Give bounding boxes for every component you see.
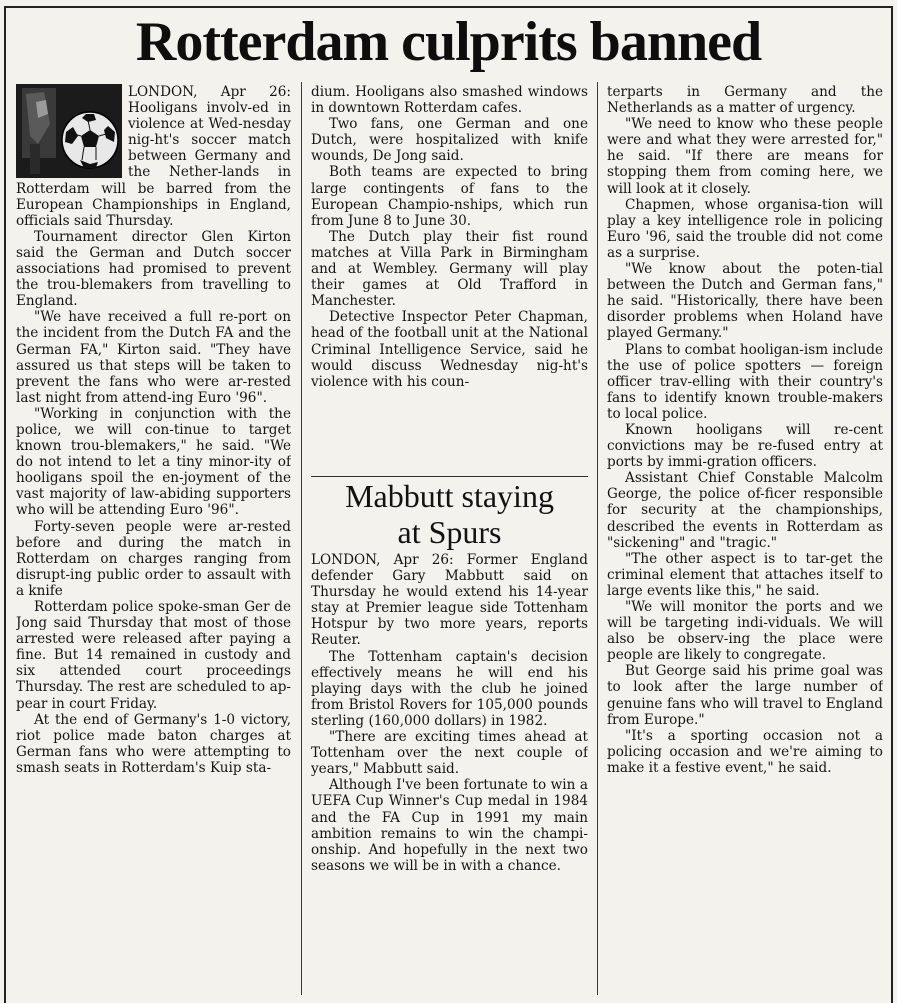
paragraph: "There are exciting times ahead at Tottenham over the next couple of years," Mabbutt said. bbox=[311, 729, 588, 778]
paragraph: Known hooligans will re-cent convictions may be re-fused entry at ports by immi-gration officers. bbox=[607, 421, 883, 471]
paragraph: "We need to know who these people were and what they were arrested for," he said. "If there are means for stopping them from coming here, we will look at it closely. bbox=[607, 116, 883, 197]
column-divider bbox=[597, 82, 598, 995]
paragraph: LONDON, Apr 26: Hooligans involv-ed in violence at Wed-nesday nig-ht's soccer match between Germany and the Nether-lands in Rotterdam will be barred from the European Championships in England, officials said Thursday. bbox=[16, 84, 291, 229]
paragraph: Two fans, one German and one Dutch, were hospitalized with knife wounds, De Jong said. bbox=[311, 116, 588, 165]
article-column-2 bbox=[311, 84, 588, 474]
paragraph: Although I've been fortunate to win a UEFA Cup Winner's Cup medal in 1984 and the FA Cup in 1991 my main ambition remains to win the champi-onship. And hopefully in the next two seasons we will be in with a chance. bbox=[311, 777, 588, 874]
paragraph: Both teams are expected to bring large contingents of fans to the European Champio-nships, which run from June 8 to June 30. bbox=[311, 164, 588, 229]
paragraph: "We know about the poten-tial between the Dutch and German fans," he said. "Historically, there have been disorder problems when Holand have played Germany." bbox=[607, 261, 883, 342]
paragraph: Tournament director Glen Kirton said the German and Dutch soccer associations had promised to prevent the trou-blemakers from travelling to England. bbox=[16, 228, 291, 310]
paragraph: LONDON, Apr 26: Former England defender Gary Mabbutt said on Thursday he would extend his 14-year stay at Premier league side Tottenham Hotspur by two more years, reports Reuter. bbox=[311, 552, 588, 649]
paragraph: "The other aspect is to tar-get the criminal element that attaches itself to large events like this," he said. bbox=[607, 550, 883, 599]
paragraph: Chapmen, whose organisa-tion will play a key intelligence role in policing Euro '96, said the trouble did not come as a surprise. bbox=[607, 196, 883, 261]
sub-article-rule bbox=[311, 476, 588, 477]
paragraph: Assistant Chief Constable Malcolm George, the police of-ficer responsible for security at the championships, described the events in Rotterdam as "sickening" and "tragic." bbox=[607, 470, 883, 551]
paragraph: But George said his prime goal was to look after the large number of genuine fans who will travel to England from Europe." bbox=[607, 663, 883, 728]
right-border-rule bbox=[891, 6, 893, 1003]
sub-headline bbox=[311, 478, 588, 550]
sub-headline-line-2: at Spurs bbox=[397, 514, 502, 550]
sub-article-body bbox=[311, 552, 588, 996]
paragraph: Detective Inspector Peter Chapman, head of the football unit at the National Criminal Intelligence Service, said he would discuss Wednesday nig-ht's violence with his coun- bbox=[311, 309, 588, 390]
paragraph: The Dutch play their fist round matches at Villa Park in Birmingham and at Wembley. Germany will play their games at Old Trafford in Manchester. bbox=[311, 228, 588, 310]
paragraph: "Working in conjunction with the police, we will con-tinue to target known trou-blemakers," he said. "We do not intend to let a tiny minor-ity of hooligans spoil the en-joyment of the vast majority of law-abiding supporters who will be attending Euro '96". bbox=[16, 405, 291, 519]
paragraph: Rotterdam police spoke-sman Ger de Jong said Thursday that most of those arrested were released after paying a fine. But 14 remained in custody and six attended court proceedings Thursday. The rest are scheduled to ap-pear in court Friday. bbox=[16, 599, 291, 712]
paragraph: terparts in Germany and the Netherlands as a matter of urgency. bbox=[607, 84, 883, 117]
paragraph: "We have received a full re-port on the incident from the Dutch FA and the German FA," Kirton said. "They have assured us that steps will be taken to prevent the fans who were ar-rested last night from attend-ing Euro '96". bbox=[16, 309, 291, 406]
paragraph: "It's a sporting occasion not a policing occasion and we're aiming to make it a festive event," he said. bbox=[607, 727, 883, 776]
column-divider bbox=[301, 82, 302, 995]
left-border-rule bbox=[4, 6, 6, 1003]
paragraph: dium. Hooligans also smashed windows in downtown Rotterdam cafes. bbox=[311, 84, 588, 117]
soccer-ball-icon bbox=[16, 84, 122, 178]
paragraph: At the end of Germany's 1-0 victory, riot police made baton charges at German fans who were attempting to smash seats in Rotterdam's Kuip sta- bbox=[16, 711, 291, 776]
paragraph: "We will monitor the ports and we will be targeting indi-viduals. We will also be observ-ing the place were people are likely to congregate. bbox=[607, 599, 883, 664]
article-column-3 bbox=[607, 84, 883, 996]
main-headline: Rotterdam culprits banned bbox=[135, 11, 762, 73]
paragraph: The Tottenham captain's decision effectively means he will end his playing days with the club he joined from Bristol Rovers for 105,000 pounds sterling (160,000 dollars) in 1982. bbox=[311, 648, 588, 729]
paragraph: Forty-seven people were ar-rested before and during the match in Rotterdam on charges ranging from disrupt-ing public order to assault with a knife bbox=[16, 518, 291, 599]
paragraph: Plans to combat hooligan-ism include the use of police spotters — foreign officer trav-elling with their country's fans to identify known trouble-makers to local police. bbox=[607, 341, 883, 422]
article-column-1 bbox=[16, 84, 291, 996]
sub-headline-line-1: Mabbutt staying bbox=[345, 478, 554, 514]
